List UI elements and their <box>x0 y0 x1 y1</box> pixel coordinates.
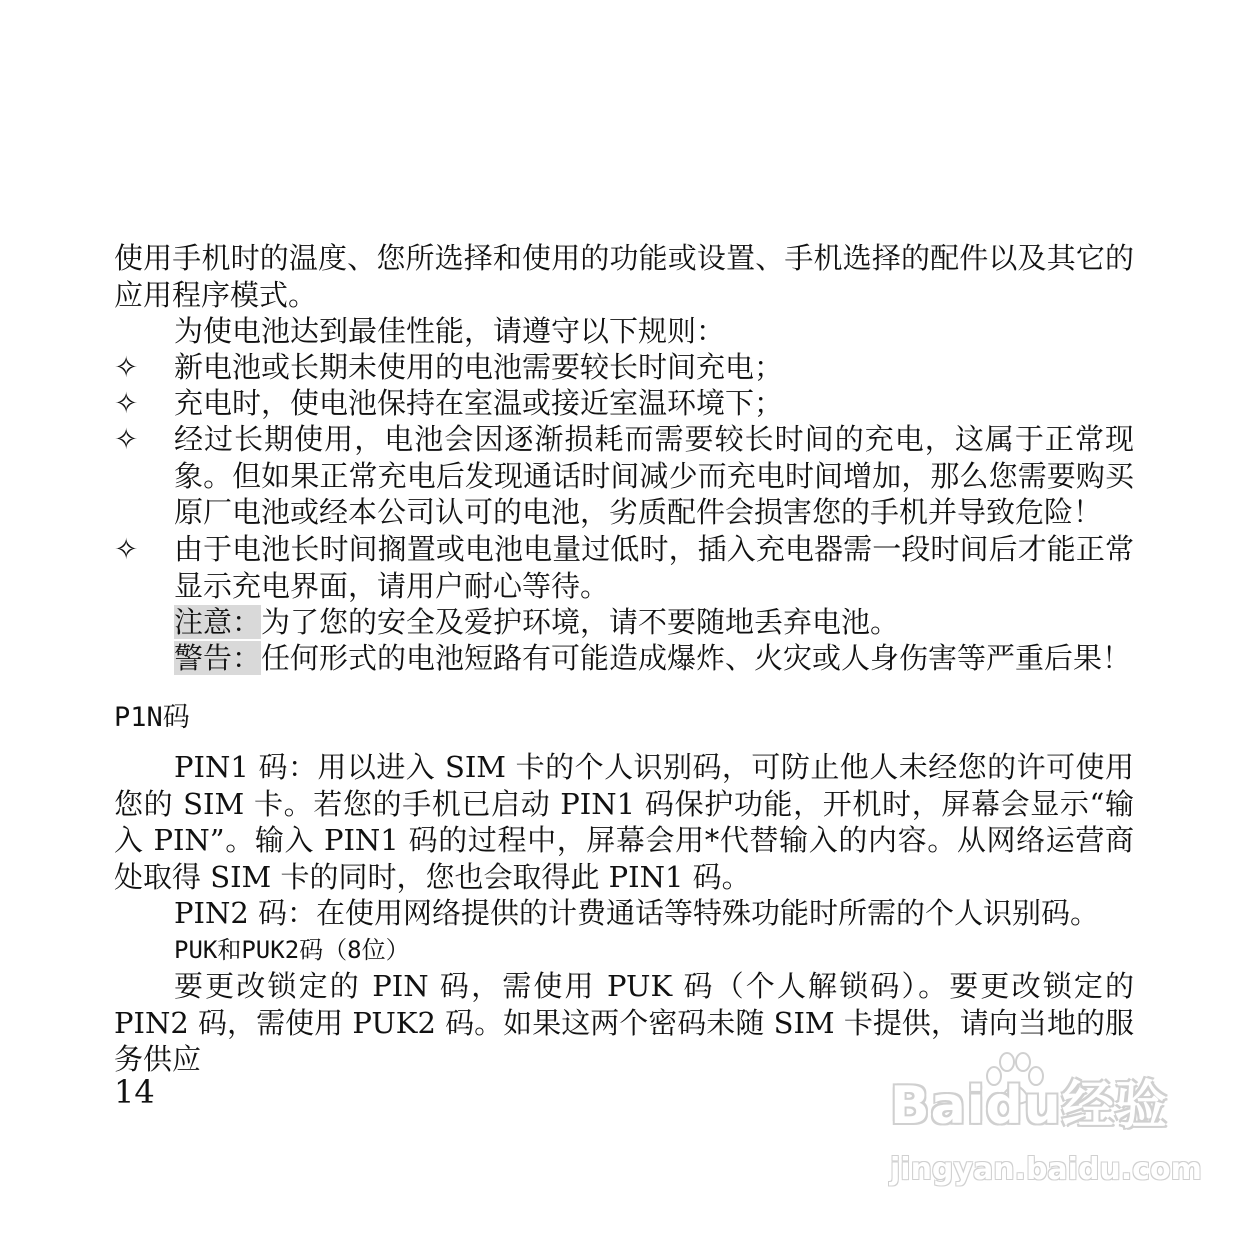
note-label: 注意： <box>174 605 262 639</box>
bullet-item <box>114 349 1134 386</box>
pin1-paragraph: PIN1 码：用以进入 SIM 卡的个人识别码，可防止他人未经您的许可使用您的 SIM 卡。若您的手机已启动 PIN1 码保护功能，开机时，屏幕会显示“输入 PIN”。输入 PIN1 码的过程中，屏幕会用*代替输入的内容。从网络运营商处取得 SIM 卡的同时，您也会取得此 PIN1 码。 <box>114 750 1134 894</box>
bullet-item <box>114 531 1134 604</box>
warning-text: 任何形式的电池短路有可能造成爆炸、火灾或人身伤害等严重后果！ <box>261 641 1132 675</box>
bullet-text: 经过长期使用，电池会因逐渐损耗而需要较长时间的充电，这属于正常现象。但如果正常充电后发现通话时间减少而充电时间增加，那么您需要购买原厂电池或经本公司认可的电池，劣质配件会损害您的手机并导致危险！ <box>174 422 1134 529</box>
pin2-paragraph: PIN2 码：在使用网络提供的计费通话等特殊功能时所需的个人识别码。 <box>174 896 1100 930</box>
bullet-text: 由于电池长时间搁置或电池电量过低时，插入充电器需一段时间后才能正常显示充电界面，请用户耐心等待。 <box>174 532 1134 603</box>
page-number: 14 <box>114 1073 155 1111</box>
bullet-item <box>114 421 1134 531</box>
watermark-brand: Baidu经验 <box>890 1076 1168 1136</box>
bullet-diamond-icon: ✧ <box>114 532 139 566</box>
bullet-text: 充电时，使电池保持在室温或接近室温环境下； <box>174 386 784 420</box>
note-line <box>174 604 1134 641</box>
rule-intro: 为使电池达到最佳性能，请遵守以下规则： <box>174 314 726 348</box>
warning-label: 警告： <box>174 641 262 675</box>
bullet-diamond-icon: ✧ <box>114 422 139 456</box>
bullet-diamond-icon: ✧ <box>114 386 139 420</box>
puk-heading: PUK和PUK2码（8位） <box>174 936 410 964</box>
intro-paragraph: 使用手机时的温度、您所选择和使用的功能或设置、手机选择的配件以及其它的应用程序模式。 <box>114 241 1134 312</box>
pin-heading: P1N码 <box>114 702 190 733</box>
baidu-watermark <box>880 1050 1202 1200</box>
warning-line <box>174 640 1134 677</box>
puk-paragraph: 要更改锁定的 PIN 码，需使用 PUK 码（个人解锁码）。要更改锁定的 PIN2 码，需使用 PUK2 码。如果这两个密码未随 SIM 卡提供，请向当地的服务供应 <box>114 969 1134 1076</box>
bullet-text: 新电池或长期未使用的电池需要较长时间充电； <box>174 350 784 384</box>
watermark-url: jingyan.baidu.com <box>890 1152 1202 1187</box>
bullet-item <box>114 385 1134 422</box>
bullet-diamond-icon: ✧ <box>114 350 139 384</box>
note-text: 为了您的安全及爱护环境，请不要随地丢弃电池。 <box>261 605 900 639</box>
